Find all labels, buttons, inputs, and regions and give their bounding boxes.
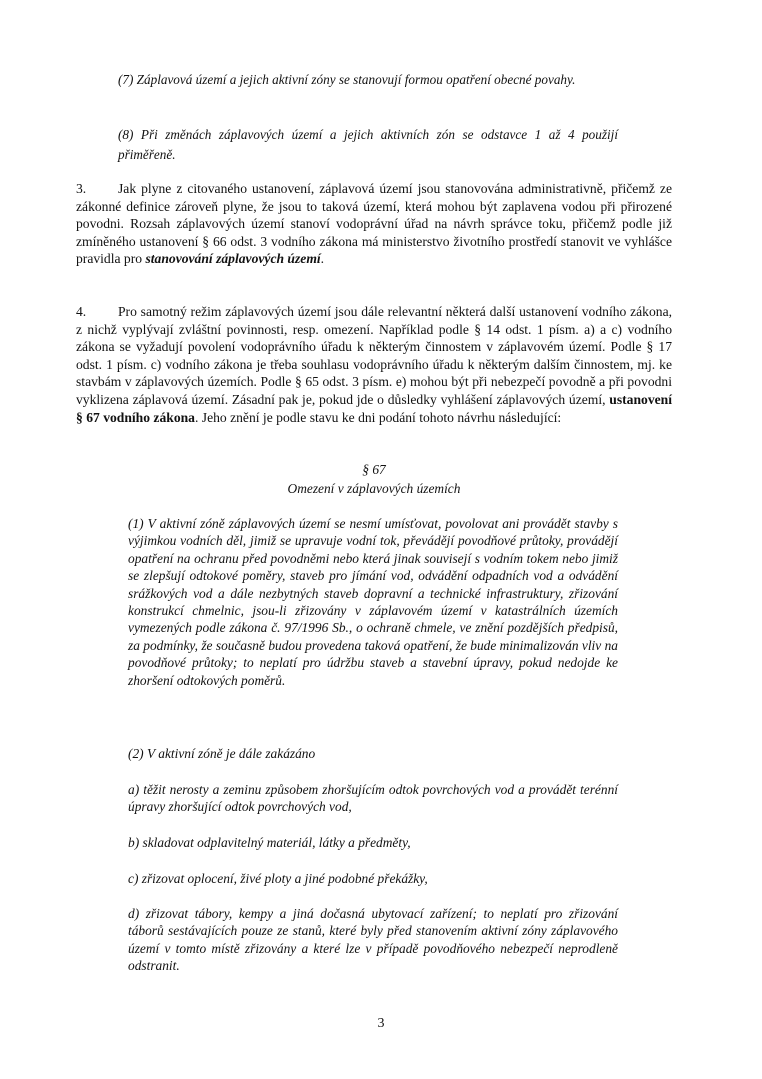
page-number: 3	[377, 1016, 385, 1031]
quoted-item-b: b) skladovat odplavitelný materiál, látky a předměty,	[128, 835, 411, 850]
paragraph-4	[76, 303, 672, 426]
paragraph-4-bold: ustanovení § 67 vodního zákona	[76, 391, 672, 425]
quoted-section-67-paragraph-2: (2) V aktivní zóně je dále zakázáno	[128, 746, 316, 761]
section-number: § 67	[362, 462, 386, 477]
paragraph-4-number: 4.	[76, 304, 87, 319]
paragraph-3-end: .	[320, 251, 325, 267]
section-title: Omezení v záplavových územích	[287, 481, 461, 496]
paragraph-3	[76, 180, 672, 268]
paragraph-4-end: . Jeho znění je podle stavu ke dni podání tohoto návrhu následující:	[194, 409, 562, 425]
quoted-section-67-paragraph-1: (1) V aktivní zóně záplavových území se nesmí umísťovat, povolovat ani provádět stavby s výjimkou vodních děl, jimiž se upravuje vodní tok, převádějí povodňové průtoky, provádějí opatření na ochranu před povodněmi nebo která jinak souvisejí s vodním tokem nebo jimiž se zlepšují odtokové poměry, staveb pro jímání vod, odvádění odpadních vod a odvádění srážkových vod a dále nezbytných staveb dopravní a technické infrastruktury, zřizování konstrukcí chmelnic, jsou-li zřizovány v záplavovém území v katastrálních územích vymezených podle zákona č. 97/1996 Sb., o ochraně chmele, ve znění pozdějších předpisů, za podmínky, že současně budou provedena taková opatření, že bude minimalizován vliv na povodňové průtoky; to neplatí pro údržbu staveb a stavební úpravy, pokud nedojde ke zhoršení odtokových poměrů.	[128, 516, 618, 688]
paragraph-3-text: Jak plyne z citovaného ustanovení, záplavová území jsou stanovována administrativně, přičemž ze zákonné definice zároveň plyne, že jsou to taková území, která mohou být zaplavena vodou při přirozené povodni. Rozsah záplavových území stanoví vodoprávní úřad na návrh správce toku, přičemž podle již zmíněného ustanovení § 66 odst. 3 vodního zákona má ministerstvo životního prostředí stanovit ve vyhlášce pravidla pro	[76, 181, 672, 267]
quoted-item-a: a) těžit nerosty a zeminu způsobem zhoršujícím odtok povrchových vod a provádět terénní úpravy zhoršující odtok povrchových vod,	[128, 782, 618, 815]
quoted-paragraph-8: (8) Při změnách záplavových území a jejich aktivních zón se odstavce 1 až 4 použijí přiměřeně.	[118, 127, 618, 162]
quoted-item-c: c) zřizovat oplocení, živé ploty a jiné podobné překážky,	[128, 871, 428, 886]
paragraph-4-text: Pro samotný režim záplavových území jsou dále relevantní některá další ustanovení vodního zákona, z nichž vyplývají zvláštní povinnosti, resp. omezení. Například podle § 14 odst. 1 písm. a) a c) vodního zákona se vyžadují povolení vodoprávního úřadu k některým činnostem v záplavovém území. Podle § 17 odst. 1 písm. c) vodního zákona je třeba souhlasu vodoprávního úřadu k některým dalším činnostem, mj. ke stavbám v záplavových územích. Podle § 65 odst. 3 písm. e) mohou být při nebezpečí povodně a při povodni vyklizena záplavová území. Zásadní pak je, pokud jde o důsledky vyhlášení záplavových území,	[76, 304, 672, 407]
paragraph-3-emphasis: stanovování záplavových území	[145, 251, 321, 267]
paragraph-3-number: 3.	[76, 181, 87, 196]
quoted-item-d: d) zřizovat tábory, kempy a jiná dočasná ubytovací zařízení; to neplatí pro zřizování táborů sestávajících pouze ze stanů, které byly před stanovením aktivní zóny záplavového území v tomto místě zřizovány a které lze v případě povodňového nebezpečí neprodleně odstranit.	[128, 906, 618, 974]
quoted-paragraph-7: (7) Záplavová území a jejich aktivní zóny se stanovují formou opatření obecné povahy.	[118, 72, 576, 87]
